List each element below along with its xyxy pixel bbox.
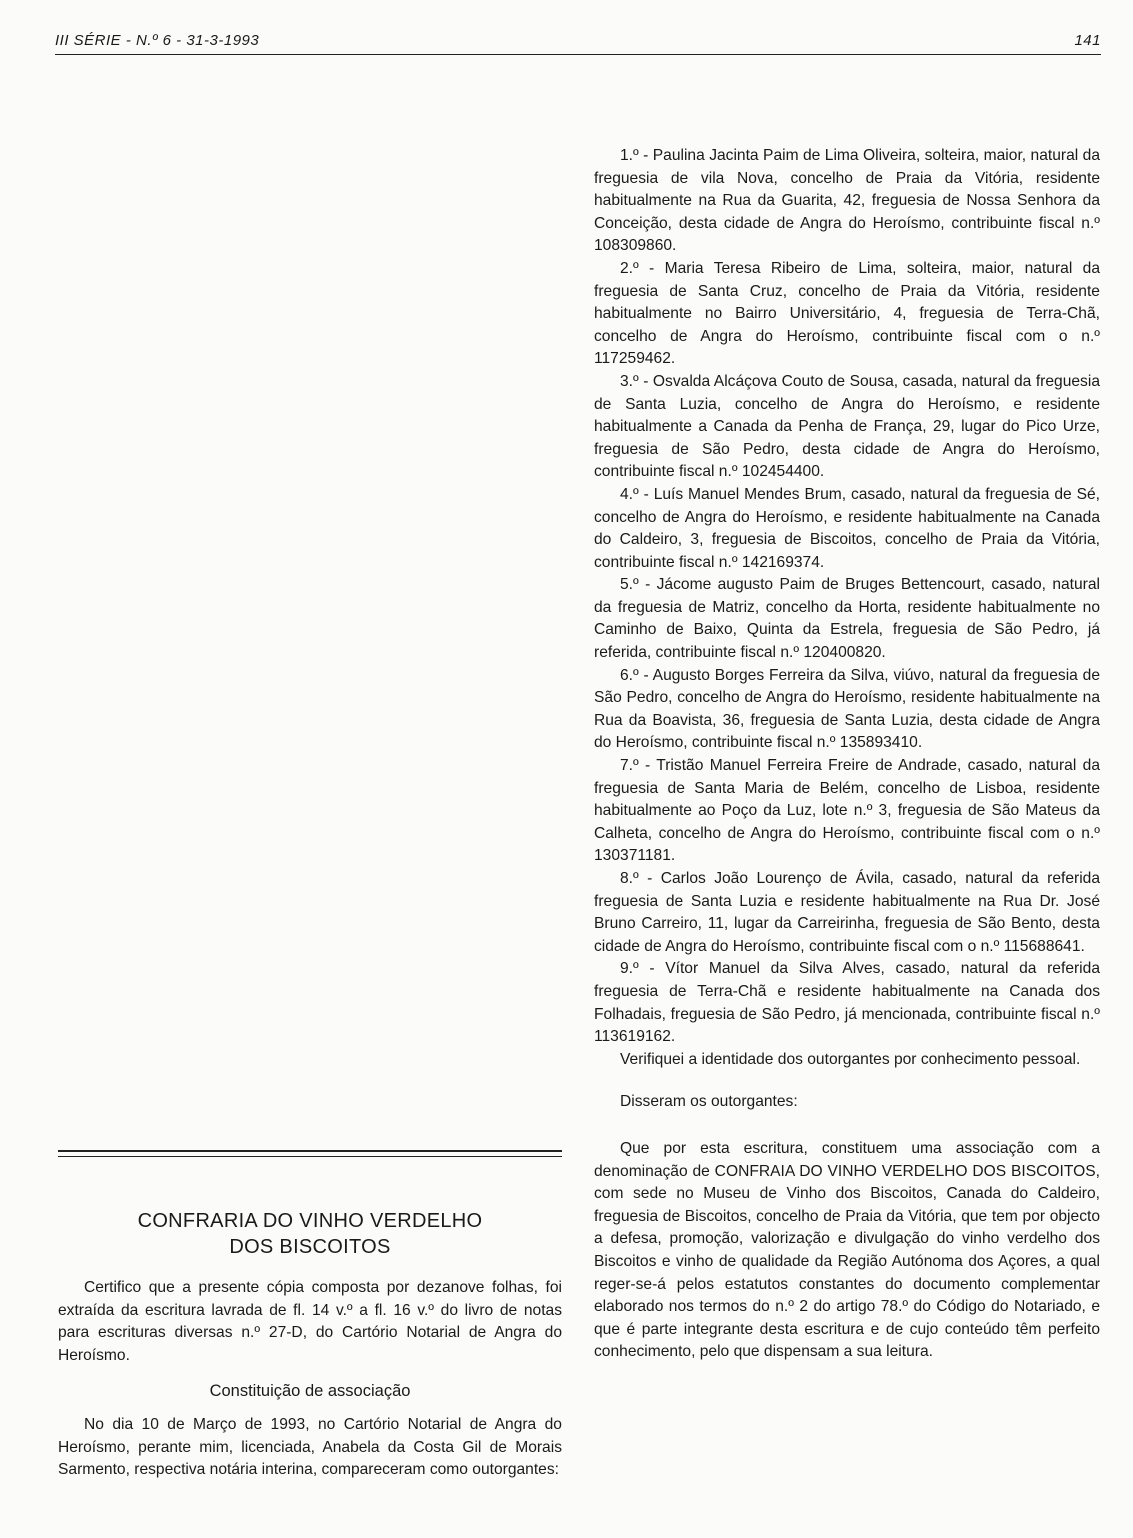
left-column (58, 1150, 562, 1482)
outorgante-6: 6.º - Augusto Borges Ferreira da Silva, viúvo, natural da freguesia de São Pedro, concelho de Angra do Heroísmo, residente habitualmente na Rua da Boavista, 36, freguesia de Santa Luzia, desta cidade de Angra do Heroísmo, contribuinte fiscal n.º 135893410. (594, 666, 1100, 752)
constitution-paragraph: Que por esta escritura, constituem uma associação com a denominação de CONFRAIA DO VINHO VERDELHO DOS BISCOITOS, com sede no Museu de Vinho dos Biscoitos, Canada do Caldeiro, freguesia de Biscoitos, concelho de Praia da Vitória, que tem por objecto a defesa, promoção, valorização e divulgação do vinho verdelho dos Biscoitos e vinho de qualidade da Região Autónoma dos Açores, a qual reger-se-á pelos estatutos constantes do documento complementar elaborado nos termos do n.º 2 do artigo 78.º do Código do Notariado, e que é parte integrante desta escritura e de cujo conteúdo têm perfeito conhecimento, pelo que dispensam a sua leitura. (594, 1139, 1100, 1361)
outorgante-3: 3.º - Osvalda Alcáçova Couto de Sousa, casada, natural da freguesia de Santa Luzia, concelho de Angra do Heroísmo, e residente habitualmente a Canada da Penha de França, 29, lugar do Pico Urze, freguesia de São Pedro, desta cidade de Angra do Heroísmo, contribuinte fiscal n.º 102454400. (594, 372, 1100, 481)
opening-paragraph: No dia 10 de Março de 1993, no Cartório Notarial de Angra do Heroísmo, perante mim, licenciada, Anabela da Costa Gil de Morais Sarmento, respectiva notária interina, compareceram como outorgantes: (58, 1415, 562, 1479)
article-title-line-2: DOS BISCOITOS (229, 1236, 391, 1258)
article-title (58, 1208, 562, 1260)
outorgante-8: 8.º - Carlos João Lourenço de Ávila, casado, natural da referida freguesia de Santa Luzia e residente habitualmente na Rua Dr. José Bruno Carreiro, 11, lugar da Carreirinha, freguesia de São Bento, desta cidade de Angra do Heroísmo, contribuinte fiscal com o n.º 115688641. (594, 870, 1100, 955)
section-divider-thin (58, 1156, 562, 1157)
section-divider (58, 1150, 562, 1152)
page-number: 141 (1074, 32, 1101, 49)
page-header (55, 30, 1101, 55)
disseram-heading: Disseram os outorgantes: (620, 1093, 798, 1111)
outorgante-9: 9.º - Vítor Manuel da Silva Alves, casado, natural da referida freguesia de Terra-Chã e residente habitualmente na Canada dos Folhadais, freguesia de São Pedro, já mencionada, contribuinte fiscal n.º 113619162. (594, 960, 1100, 1046)
section-subtitle: Constituição de associação (209, 1382, 411, 1401)
outorgante-7: 7.º - Tristão Manuel Ferreira Freire de Andrade, casado, natural da freguesia de Santa Maria de Belém, concelho de Lisboa, residente habitualmente ao Poço da Luz, lote n.º 3, freguesia de São Mateus da Calheta, concelho de Angra do Heroísmo, contribuinte fiscal com o n.º 130371181. (594, 757, 1100, 865)
certification-paragraph: Certifico que a presente cópia composta por dezanove folhas, foi extraída da escritura lavrada de fl. 14 v.º a fl. 16 v.º do livro de notas para escrituras diversas n.º 27-D, do Cartório Notarial de Angra do Heroísmo. (58, 1279, 562, 1364)
identity-verification: Verifiquei a identidade dos outorgantes por conhecimento pessoal. (620, 1050, 1081, 1068)
header-issue-info: III SÉRIE - N.º 6 - 31-3-1993 (55, 32, 260, 49)
outorgante-5: 5.º - Jácome augusto Paim de Bruges Bettencourt, casado, natural da freguesia de Matriz, concelho da Horta, residente habitualmente no Caminho de Baixo, Quinta da Estrela, freguesia de São Pedro, já referida, contribuinte fiscal n.º 120400820. (594, 576, 1100, 662)
outorgante-4: 4.º - Luís Manuel Mendes Brum, casado, natural da freguesia de Sé, concelho de Angra do Heroísmo, e residente habitualmente na Canada do Caldeiro, 3, freguesia de Biscoitos, concelho de Praia da Vitória, contribuinte fiscal n.º 142169374. (594, 485, 1100, 571)
outorgante-2: 2.º - Maria Teresa Ribeiro de Lima, solteira, maior, natural da freguesia de Santa Cruz, concelho de Praia da Vitória, residente habitualmente no Bairro Universitário, 4, freguesia de Terra-Chã, concelho de Angra do Heroísmo, contribuinte fiscal com o n.º 117259462. (594, 259, 1100, 368)
article-title-line-1: CONFRARIA DO VINHO VERDELHO (137, 1210, 483, 1232)
outorgante-1: 1.º - Paulina Jacinta Paim de Lima Oliveira, solteira, maior, natural da freguesia de vila Nova, concelho de Praia da Vitória, residente habitualmente na Rua da Guarita, 42, freguesia de Nossa Senhora da Conceição, desta cidade de Angra do Heroísmo, contribuinte fiscal n.º 108309860. (594, 147, 1100, 255)
right-column (594, 145, 1100, 1364)
